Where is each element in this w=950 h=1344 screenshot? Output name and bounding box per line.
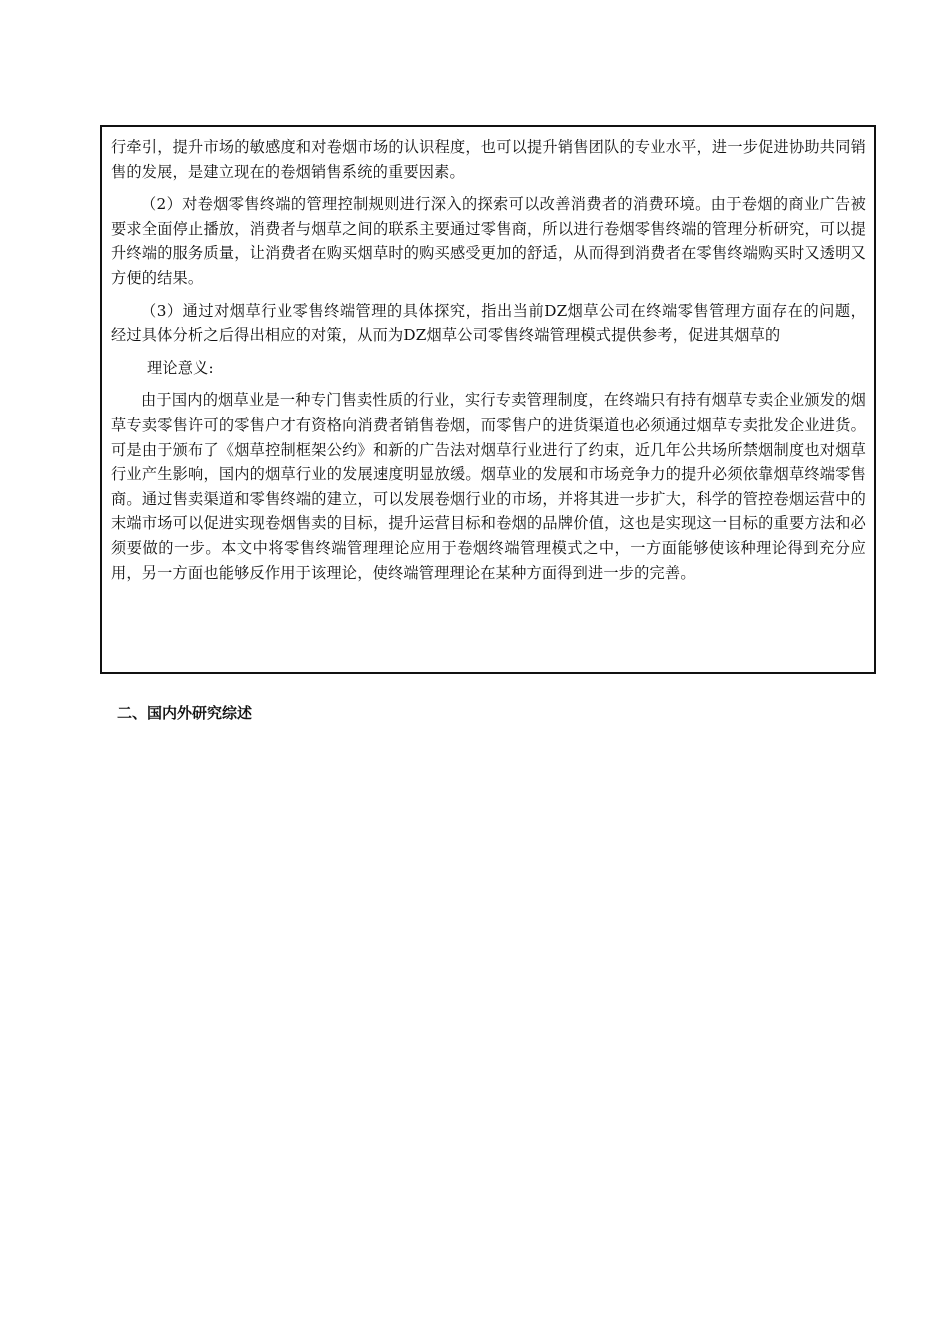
section-heading: 二、国内外研究综述 — [117, 704, 253, 722]
content-frame — [100, 125, 876, 674]
theory-significance-heading: 理论意义: — [147, 358, 214, 377]
paragraph-continuation: 行牵引，提升市场的敏感度和对卷烟市场的认识程度，也可以提升销售团队的专业水平，进一步促进协助共同销售的发展，是建立现在的卷烟销售系统的重要因素。 — [111, 138, 866, 181]
paragraph-point-2: （2）对卷烟零售终端的管理控制规则进行深入的探索可以改善消费者的消费环境。由于卷烟的商业广告被要求全面停止播放，消费者与烟草之间的联系主要通过零售商，所以进行卷烟零售终端的管理分析研究，可以提升终端的服务质量，让消费者在购买烟草时的购买感受更加的舒适，从而得到消费者在零售终端购买时又透明又方便的结果。 — [111, 195, 866, 287]
paragraph-point-3: （3）通过对烟草行业零售终端管理的具体探究，指出当前DZ烟草公司在终端零售管理方面存在的问题，经过具体分析之后得出相应的对策，从而为DZ烟草公司零售终端管理模式提供参考，促进其烟草的 — [111, 301, 866, 345]
paragraph-theory-body: 由于国内的烟草业是一种专门售卖性质的行业，实行专卖管理制度，在终端只有持有烟草专卖企业颁发的烟草专卖零售许可的零售户才有资格向消费者销售卷烟，而零售户的进货渠道也必须通过烟草专卖批发企业进货。可是由于颁布了《烟草控制框架公约》和新的广告法对烟草行业进行了约束，近几年公共场所禁烟制度也对烟草行业产生影响，国内的烟草行业的发展速度明显放缓。烟草业的发展和市场竞争力的提升必须依靠烟草终端零售商。通过售卖渠道和零售终端的建立，可以发展卷烟行业的市场，并将其进一步扩大，科学的管控卷烟运营中的末端市场可以促进实现卷烟售卖的目标，提升运营目标和卷烟的品牌价值，这也是实现这一目标的重要方法和必须要做的一步。本文中将零售终端管理理论应用于卷烟终端管理模式之中，一方面能够使该种理论得到充分应用，另一方面也能够反作用于该理论，使终端管理理论在某种方面得到进一步的完善。 — [111, 391, 866, 582]
